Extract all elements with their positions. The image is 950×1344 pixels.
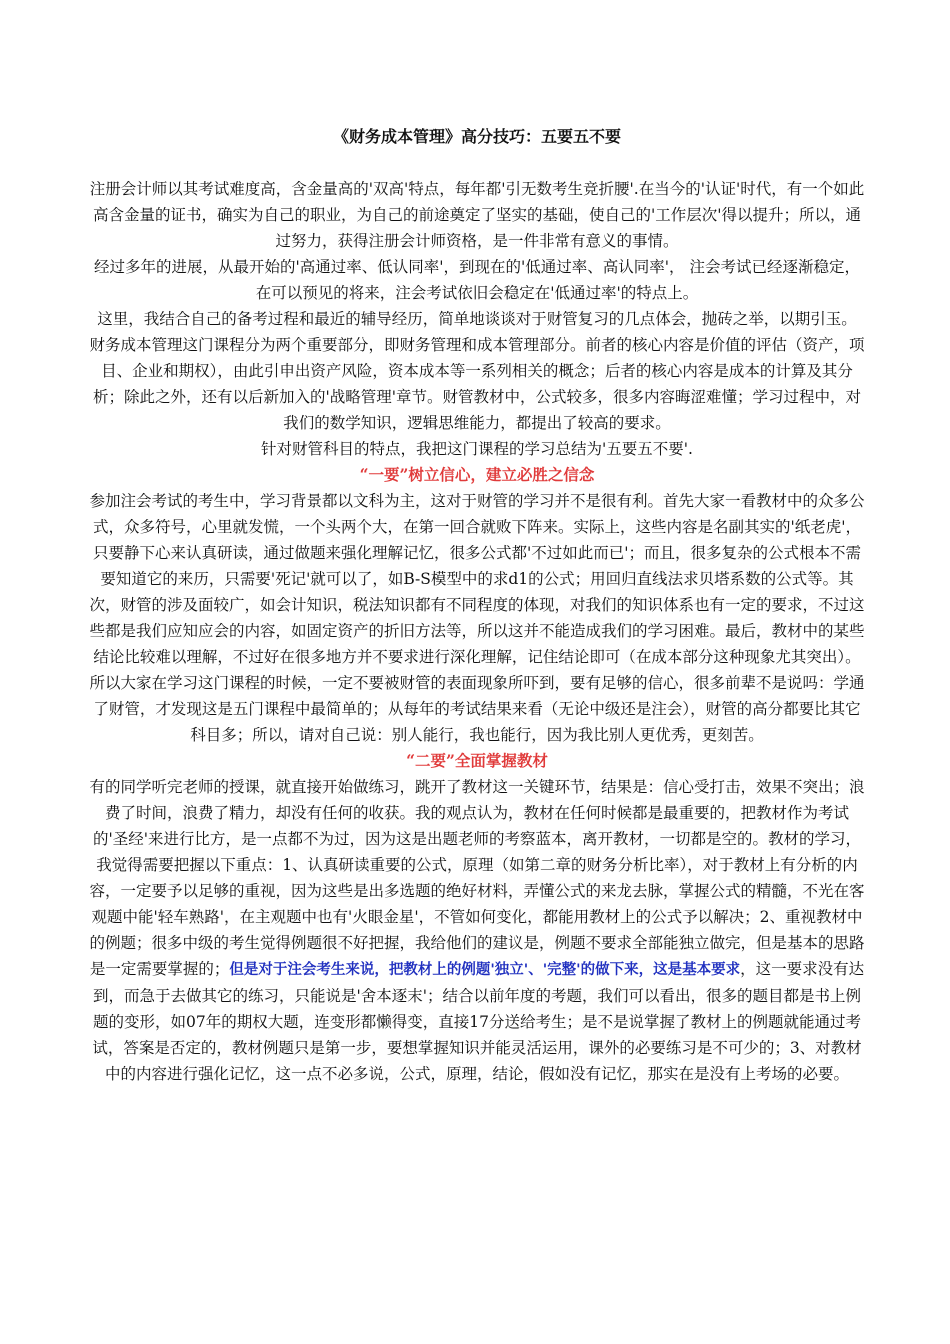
intro-paragraph-4: 财务成本管理这门课程分为两个重要部分，即财务管理和成本管理部分。前者的核心内容是价值的评估（资产，项目、企业和期权），由此引申出资产风险，资本成本等一系列相关的概念；后者的核心内容是成本的计算及其分析；除此之外，还有以后新加入的'战略管理'章节。财管教材中，公式较多，很多内容晦涩难懂；学习过程中，对我们的数学知识，逻辑思维能力，都提出了较高的要求。 — [89, 336, 865, 432]
section-2-heading: “二要”全面掌握教材 — [406, 751, 548, 770]
intro-paragraph-3: 这里，我结合自己的备考过程和最近的辅导经历，简单地谈谈对于财管复习的几点体会，抛砖之举，以期引玉。 — [97, 310, 857, 328]
intro-paragraph-1: 注册会计师以其考试难度高，含金量高的'双高'特点，每年都'引无数考生竞折腰'.在当今的'认证'时代，有一个如此高含金量的证书，确实为自己的职业，为自己的前途奠定了坚实的基础，使自己的'工作层次'得以提升；所以，通过努力，获得注册会计师资格，是一件非常有意义的事情。 — [89, 180, 865, 250]
section-2-body-before: 有的同学听完老师的授课，就直接开始做练习，跳开了教材这一关键环节，结果是：信心受打击，效果不突出；浪费了时间，浪费了精力，却没有任何的收获。我的观点认为，教材在任何时候都是最重要的，把教材作为考试的'圣经'来进行比方，是一点都不为过，因为这是出题老师的考察蓝本，离开教材，一切都是空的。教材的学习，我觉得需要把握以下重点：1、认真研读重要的公式，原理（如第二章的财务分析比率），对于教材上有分析的内容，一定要予以足够的重视，因为这些是出多选题的绝好材料，弄懂公式的来龙去脉，掌握公式的精髓，不光在客观题中能'轻车熟路'，在主观题中也有'火眼金星'，不管如何变化，都能用教材上的公式予以解决；2、重视教材中的例题；很多中级的考生觉得例题很不好把握，我给他们的建议是，例题不要求全部能独立做完，但是基本的思路是一定需要掌握的； — [89, 778, 865, 978]
document-page — [88, 126, 866, 1087]
section-2-body-after: ，这一要求没有达到，而急于去做其它的练习，只能说是'舍本逐末'；结合以前年度的考题，我们可以看出，很多的题目都是书上例题的变形，如07年的期权大题，连变形都懒得变，直接17分送给考生；是不是说掌握了教材上的例题就能通过考试，答案是否定的，教材例题只是第一步，要想掌握知识并能灵活运用，课外的必要练习是不可少的；3、对教材中的内容进行强化记忆，这一点不必多说，公式，原理，结论，假如没有记忆，那实在是没有上考场的必要。 — [92, 960, 865, 1083]
intro-paragraph-5: 针对财管科目的特点，我把这门课程的学习总结为'五要五不要'. — [261, 440, 693, 458]
document-title: 《财务成本管理》高分技巧：五要五不要 — [332, 127, 621, 146]
section-1-heading: “一要”树立信心，建立必胜之信念 — [359, 465, 595, 484]
section-1-body: 参加注会考试的考生中，学习背景都以文科为主，这对于财管的学习并不是很有利。首先大家一看教材中的众多公式，众多符号，心里就发慌，一个头两个大，在第一回合就败下阵来。实际上，这些内容是名副其实的'纸老虎'，只要静下心来认真研读，通过做题来强化理解记忆，很多公式都'不过如此而已'；而且，很多复杂的公式根本不需要知道它的来历，只需要'死记'就可以了，如B-S模型中的求d1的公式；用回归直线法求贝塔系数的公式等。其次，财管的涉及面较广，如会计知识，税法知识都有不同程度的体现，对我们的知识体系也有一定的要求，不过这些都是我们应知应会的内容，如固定资产的折旧方法等，所以这并不能造成我们的学习困难。最后，教材中的某些结论比较难以理解，不过好在很多地方并不要求进行深化理解，记住结论即可（在成本部分这种现象尤其突出）。所以大家在学习这门课程的时候，一定不要被财管的表面现象所吓到，要有足够的信心，很多前辈不是说吗：学通了财管，才发现这是五门课程中最简单的；从每年的考试结果来看（无论中级还是注会），财管的高分都要比其它科目多；所以，请对自己说：别人能行，我也能行，因为我比别人更优秀，更刻苦。 — [89, 492, 865, 744]
section-2-body — [88, 774, 866, 1087]
section-2-emphasis: 但是对于注会考生来说，把教材上的例题'独立'、'完整'的做下来，这是基本要求 — [229, 962, 741, 978]
intro-paragraph-2: 经过多年的进展，从最开始的'高通过率、低认同率'，到现在的'低通过率、高认同率'， 注会考试已经逐渐稳定，在可以预见的将来，注会考试依旧会稳定在'低通过率'的特点上。 — [94, 258, 860, 302]
